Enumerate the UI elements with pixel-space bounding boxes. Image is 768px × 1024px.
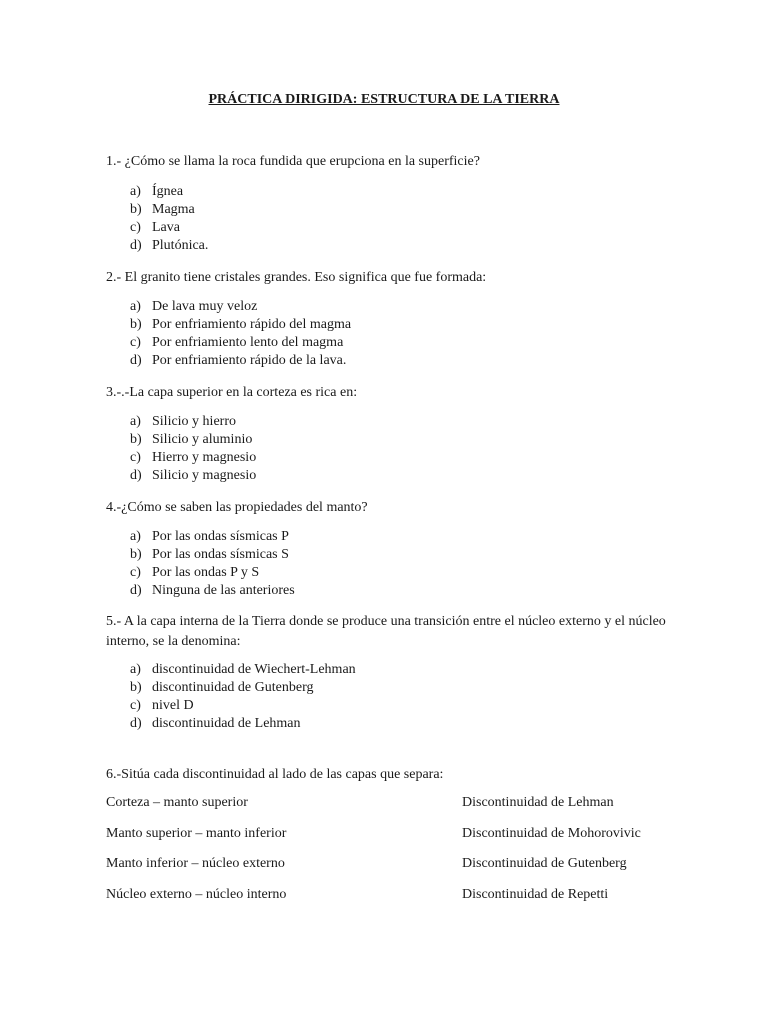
layer-pair: Núcleo externo – núcleo interno xyxy=(106,887,287,902)
option-letter: d) xyxy=(130,583,142,598)
option-letter: c) xyxy=(130,335,141,350)
question-2: 2.- El granito tiene cristales grandes. Eso significa que fue formada: xyxy=(106,270,487,285)
question-1-options xyxy=(130,183,208,255)
question-5-options xyxy=(130,661,356,733)
option-text: discontinuidad de Wiechert-Lehman xyxy=(152,662,356,677)
option-item xyxy=(130,467,256,485)
option-letter: d) xyxy=(130,353,142,368)
discontinuity-name: Discontinuidad de Gutenberg xyxy=(462,856,627,871)
option-text: discontinuidad de Lehman xyxy=(152,716,301,731)
option-letter: b) xyxy=(130,202,142,217)
option-text: De lava muy veloz xyxy=(152,299,258,314)
option-text: nivel D xyxy=(152,698,194,713)
option-text: Por enfriamiento lento del magma xyxy=(152,335,344,350)
option-text: Ígnea xyxy=(152,184,184,199)
question-4-options xyxy=(130,528,295,600)
match-row xyxy=(106,795,666,815)
option-text: Por las ondas sísmicas S xyxy=(152,547,289,562)
match-row xyxy=(106,856,666,876)
option-text: Silicio y magnesio xyxy=(152,468,257,483)
option-item xyxy=(130,564,295,582)
question-2-options xyxy=(130,298,351,370)
option-text: Silicio y aluminio xyxy=(152,432,253,447)
discontinuity-name: Discontinuidad de Repetti xyxy=(462,887,609,902)
option-text: Lava xyxy=(152,220,180,235)
option-text: Por las ondas sísmicas P xyxy=(152,529,289,544)
question-6: 6.-Sitúa cada discontinuidad al lado de las capas que separa: xyxy=(106,767,444,782)
option-letter: d) xyxy=(130,716,142,731)
option-text: discontinuidad de Gutenberg xyxy=(152,680,314,695)
option-item xyxy=(130,528,295,546)
option-item xyxy=(130,413,256,431)
option-item xyxy=(130,582,295,600)
option-letter: c) xyxy=(130,450,141,465)
discontinuity-name: Discontinuidad de Lehman xyxy=(462,795,614,810)
discontinuity-name: Discontinuidad de Mohorovivic xyxy=(462,826,641,841)
option-letter: c) xyxy=(130,220,141,235)
option-text: Magma xyxy=(152,202,195,217)
option-item xyxy=(130,183,208,201)
option-letter: b) xyxy=(130,317,142,332)
option-letter: a) xyxy=(130,184,141,199)
match-row xyxy=(106,887,666,907)
document-title: PRÁCTICA DIRIGIDA: ESTRUCTURA DE LA TIERRA xyxy=(208,92,560,107)
option-item xyxy=(130,715,356,733)
question-4: 4.-¿Cómo se saben las propiedades del manto? xyxy=(106,500,368,515)
option-item xyxy=(130,449,256,467)
option-item xyxy=(130,237,208,255)
option-item xyxy=(130,219,208,237)
question-3-options xyxy=(130,413,256,485)
option-item xyxy=(130,334,351,352)
option-letter: d) xyxy=(130,468,142,483)
layer-pair: Corteza – manto superior xyxy=(106,795,248,810)
option-item xyxy=(130,352,351,370)
option-item xyxy=(130,201,208,219)
option-item xyxy=(130,316,351,334)
layer-pair: Manto superior – manto inferior xyxy=(106,826,287,841)
option-letter: b) xyxy=(130,432,142,447)
option-letter: d) xyxy=(130,238,142,253)
option-text: Por enfriamiento rápido de la lava. xyxy=(152,353,347,368)
question-3: 3.-.-La capa superior en la corteza es rica en: xyxy=(106,385,358,400)
option-letter: a) xyxy=(130,299,141,314)
option-text: Por las ondas P y S xyxy=(152,565,260,580)
option-letter: c) xyxy=(130,565,141,580)
option-text: Silicio y hierro xyxy=(152,414,236,429)
option-text: Plutónica. xyxy=(152,238,209,253)
question-5: 5.- A la capa interna de la Tierra donde se produce una transición entre el núcleo externo y el núcleo interno, se la denomina: xyxy=(106,614,666,649)
option-letter: a) xyxy=(130,662,141,677)
option-item xyxy=(130,697,356,715)
match-row xyxy=(106,826,666,846)
layer-pair: Manto inferior – núcleo externo xyxy=(106,856,285,871)
question-1: 1.- ¿Cómo se llama la roca fundida que erupciona en la superficie? xyxy=(106,154,480,169)
option-item xyxy=(130,661,356,679)
option-item xyxy=(130,298,351,316)
option-letter: b) xyxy=(130,547,142,562)
option-text: Hierro y magnesio xyxy=(152,450,257,465)
option-text: Por enfriamiento rápido del magma xyxy=(152,317,352,332)
option-letter: a) xyxy=(130,414,141,429)
option-item xyxy=(130,546,295,564)
option-item xyxy=(130,679,356,697)
option-text: Ninguna de las anteriores xyxy=(152,583,295,598)
option-item xyxy=(130,431,256,449)
option-letter: c) xyxy=(130,698,141,713)
option-letter: b) xyxy=(130,680,142,695)
option-letter: a) xyxy=(130,529,141,544)
